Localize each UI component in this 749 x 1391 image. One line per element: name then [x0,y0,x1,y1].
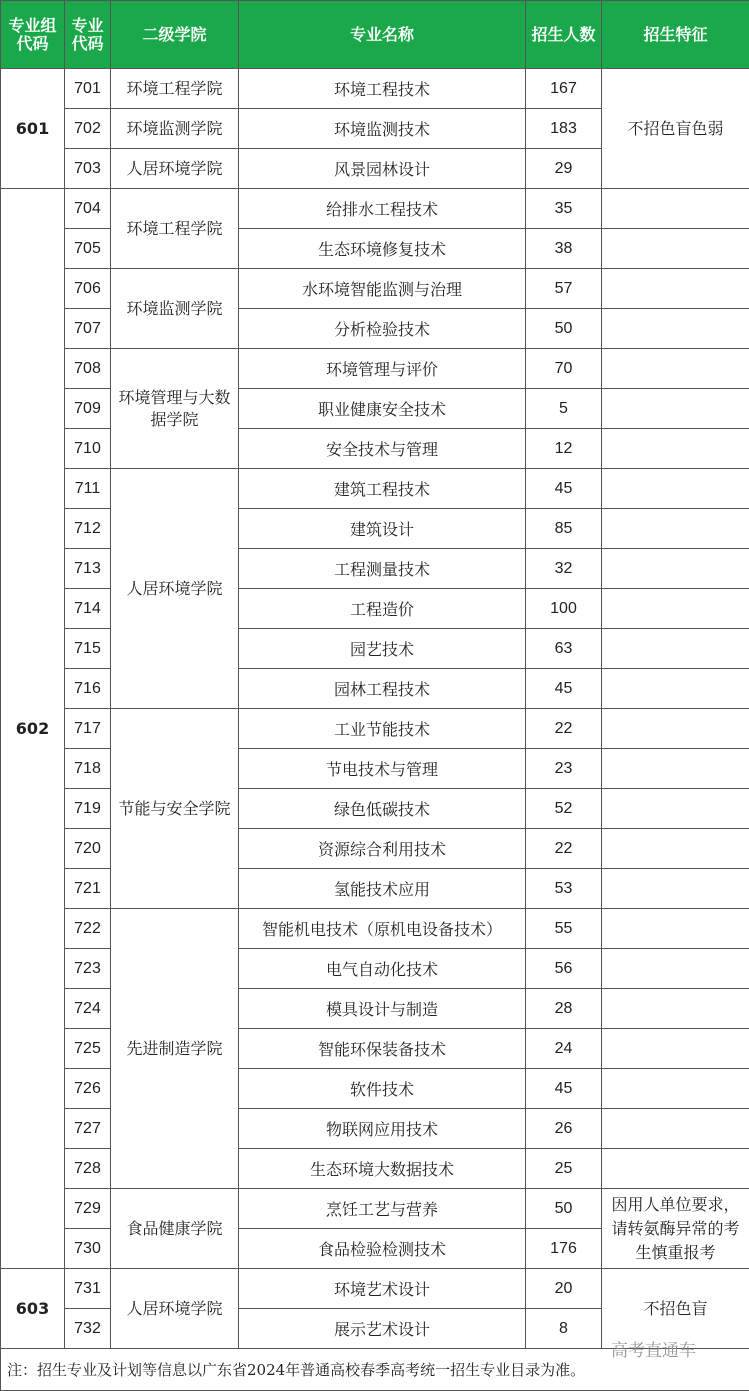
enroll-count-cell: 176 [526,1229,602,1269]
header-college: 二级学院 [111,1,239,69]
table-row [1,69,749,109]
major-name-cell: 模具设计与制造 [239,989,526,1029]
major-code-cell: 732 [65,1309,111,1349]
feature-cell-empty [602,869,749,909]
major-code-cell: 701 [65,69,111,109]
feature-cell-empty [602,269,749,309]
header-enroll: 招生人数 [526,1,602,69]
college-cell: 人居环境学院 [111,149,239,189]
table-body [1,69,749,1349]
major-name-cell: 工业节能技术 [239,709,526,749]
major-code-cell: 718 [65,749,111,789]
major-code-cell: 724 [65,989,111,1029]
college-cell: 先进制造学院 [111,909,239,1189]
footnote: 注：招生专业及计划等信息以广东省2024年普通高校春季高考统一招生专业目录为准。 [1,1349,749,1391]
feature-cell-empty [602,709,749,749]
major-name-cell: 电气自动化技术 [239,949,526,989]
watermark: 高考直通车 [611,1336,696,1361]
major-name-cell: 风景园林设计 [239,149,526,189]
feature-cell-empty [602,469,749,509]
enroll-count-cell: 26 [526,1109,602,1149]
college-cell: 食品健康学院 [111,1189,239,1269]
major-code-cell: 714 [65,589,111,629]
college-cell: 人居环境学院 [111,469,239,709]
enroll-count-cell: 25 [526,1149,602,1189]
enroll-count-cell: 85 [526,509,602,549]
major-code-cell: 727 [65,1109,111,1149]
feature-cell-empty [602,589,749,629]
feature-cell-empty [602,429,749,469]
enroll-count-cell: 100 [526,589,602,629]
major-name-cell: 环境监测技术 [239,109,526,149]
major-name-cell: 园艺技术 [239,629,526,669]
feature-cell-empty [602,789,749,829]
enroll-count-cell: 22 [526,829,602,869]
feature-cell-empty [602,909,749,949]
feature-cell-empty [602,1109,749,1149]
major-code-cell: 719 [65,789,111,829]
enroll-count-cell: 45 [526,1069,602,1109]
major-code-cell: 711 [65,469,111,509]
major-code-cell: 710 [65,429,111,469]
enroll-count-cell: 24 [526,1029,602,1069]
enroll-count-cell: 28 [526,989,602,1029]
major-name-cell: 食品检验检测技术 [239,1229,526,1269]
major-code-cell: 702 [65,109,111,149]
feature-cell [602,1189,749,1269]
enroll-count-cell: 23 [526,749,602,789]
enroll-count-cell: 167 [526,69,602,109]
major-name-cell: 园林工程技术 [239,669,526,709]
major-name-cell: 智能机电技术（原机电设备技术） [239,909,526,949]
header-major-code: 专业代码 [65,1,111,69]
major-name-cell: 水环境智能监测与治理 [239,269,526,309]
group-code-cell: 602 [1,189,65,1269]
major-name-cell: 绿色低碳技术 [239,789,526,829]
enroll-count-cell: 35 [526,189,602,229]
major-name-cell: 生态环境修复技术 [239,229,526,269]
enroll-count-cell: 53 [526,869,602,909]
college-cell: 环境监测学院 [111,269,239,349]
major-code-cell: 729 [65,1189,111,1229]
major-code-cell: 707 [65,309,111,349]
major-name-cell: 节电技术与管理 [239,749,526,789]
major-name-cell: 工程测量技术 [239,549,526,589]
major-code-cell: 722 [65,909,111,949]
enroll-count-cell: 22 [526,709,602,749]
group-code-cell: 603 [1,1269,65,1349]
major-code-cell: 716 [65,669,111,709]
enroll-count-cell: 12 [526,429,602,469]
major-code-cell: 723 [65,949,111,989]
feature-cell-empty [602,509,749,549]
table-row [1,189,749,229]
major-name-cell: 建筑设计 [239,509,526,549]
major-code-cell: 706 [65,269,111,309]
feature-cell-empty [602,669,749,709]
college-cell: 环境工程学院 [111,69,239,109]
major-name-cell: 烹饪工艺与营养 [239,1189,526,1229]
enroll-count-cell: 56 [526,949,602,989]
major-code-cell: 721 [65,869,111,909]
header-major-name: 专业名称 [239,1,526,69]
feature-cell-empty [602,629,749,669]
major-name-cell: 展示艺术设计 [239,1309,526,1349]
major-name-cell: 氢能技术应用 [239,869,526,909]
major-code-cell: 705 [65,229,111,269]
major-code-cell: 712 [65,509,111,549]
group-code-cell: 601 [1,69,65,189]
major-name-cell: 环境艺术设计 [239,1269,526,1309]
enroll-count-cell: 70 [526,349,602,389]
major-code-cell: 731 [65,1269,111,1309]
major-name-cell: 生态环境大数据技术 [239,1149,526,1189]
enroll-count-cell: 63 [526,629,602,669]
table-row [1,469,749,509]
major-code-cell: 720 [65,829,111,869]
college-cell: 节能与安全学院 [111,709,239,909]
enroll-count-cell: 45 [526,669,602,709]
enroll-count-cell: 32 [526,549,602,589]
enroll-count-cell: 38 [526,229,602,269]
major-name-cell: 职业健康安全技术 [239,389,526,429]
feature-cell-empty [602,389,749,429]
major-name-cell: 工程造价 [239,589,526,629]
enroll-count-cell: 50 [526,309,602,349]
feature-cell-empty [602,949,749,989]
enroll-count-cell: 55 [526,909,602,949]
major-name-cell: 智能环保装备技术 [239,1029,526,1069]
feature-cell: 不招色盲色弱 [602,69,749,189]
enroll-count-cell: 45 [526,469,602,509]
college-cell: 环境管理与大数据学院 [111,349,239,469]
college-cell: 环境工程学院 [111,189,239,269]
major-name-cell: 建筑工程技术 [239,469,526,509]
major-code-cell: 708 [65,349,111,389]
header-feature: 招生特征 [602,1,749,69]
major-code-cell: 713 [65,549,111,589]
table-row [1,269,749,309]
major-code-cell: 726 [65,1069,111,1109]
header-row [1,1,749,69]
college-cell: 环境监测学院 [111,109,239,149]
major-name-cell: 环境工程技术 [239,69,526,109]
feature-cell-empty [602,349,749,389]
major-name-cell: 环境管理与评价 [239,349,526,389]
enroll-count-cell: 20 [526,1269,602,1309]
major-name-cell: 资源综合利用技术 [239,829,526,869]
enroll-count-cell: 5 [526,389,602,429]
major-code-cell: 704 [65,189,111,229]
table-row [1,349,749,389]
table-row [1,1189,749,1229]
feature-cell-empty [602,549,749,589]
feature-cell-empty [602,829,749,869]
major-code-cell: 725 [65,1029,111,1069]
enroll-count-cell: 50 [526,1189,602,1229]
feature-cell-empty [602,1149,749,1189]
enroll-count-cell: 52 [526,789,602,829]
feature-cell: 不招色盲 [602,1269,749,1349]
major-code-cell: 717 [65,709,111,749]
feature-cell-empty [602,989,749,1029]
major-name-cell: 给排水工程技术 [239,189,526,229]
table-row [1,909,749,949]
major-code-cell: 730 [65,1229,111,1269]
major-code-cell: 728 [65,1149,111,1189]
enroll-count-cell: 57 [526,269,602,309]
header-group-code: 专业组代码 [1,1,65,69]
table-row [1,1269,749,1309]
major-code-cell: 715 [65,629,111,669]
enroll-count-cell: 183 [526,109,602,149]
major-name-cell: 软件技术 [239,1069,526,1109]
feature-cell-empty [602,749,749,789]
major-code-cell: 709 [65,389,111,429]
feature-cell-empty [602,1029,749,1069]
feature-cell-empty [602,189,749,229]
major-name-cell: 物联网应用技术 [239,1109,526,1149]
table-row [1,709,749,749]
enroll-count-cell: 29 [526,149,602,189]
college-cell: 人居环境学院 [111,1269,239,1349]
major-name-cell: 分析检验技术 [239,309,526,349]
feature-cell-text: 因用人单位要求，请转氨酶异常的考生慎重报考 [602,1193,749,1265]
major-code-cell: 703 [65,149,111,189]
feature-cell-empty [602,309,749,349]
enroll-count-cell: 8 [526,1309,602,1349]
table-header [1,1,749,69]
feature-cell-empty [602,1069,749,1109]
feature-cell-empty [602,229,749,269]
major-name-cell: 安全技术与管理 [239,429,526,469]
